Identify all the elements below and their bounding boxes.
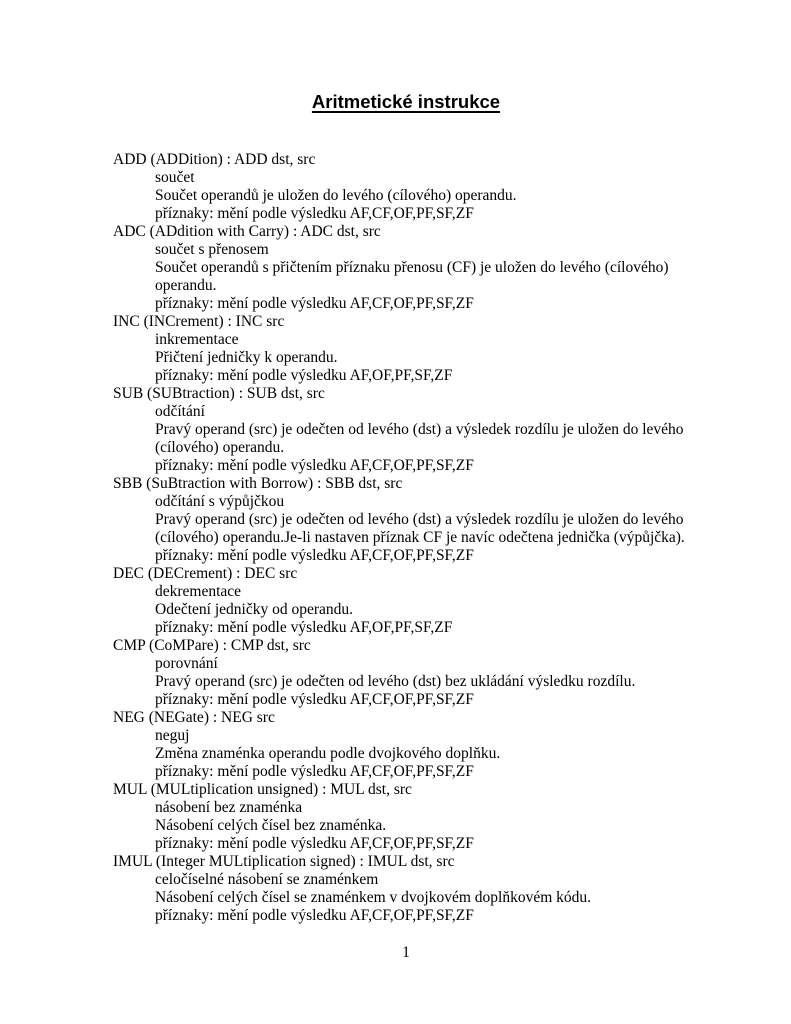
instruction-detail-line: příznaky: mění podle výsledku AF,CF,OF,PF,SF,ZF xyxy=(155,763,474,780)
instruction-header: DEC (DECrement) : DEC src xyxy=(113,565,298,582)
instruction-list xyxy=(113,151,791,925)
instruction-header: SUB (SUBtraction) : SUB dst, src xyxy=(113,385,325,402)
instruction-detail-line: příznaky: mění podle výsledku AF,CF,OF,PF,SF,ZF xyxy=(155,457,474,474)
instruction-detail-line: příznaky: mění podle výsledku AF,CF,OF,PF,SF,ZF xyxy=(155,907,474,924)
instruction-detail-line: příznaky: mění podle výsledku AF,OF,PF,SF,ZF xyxy=(155,367,453,384)
instruction-detail-line: příznaky: mění podle výsledku AF,CF,OF,PF,SF,ZF xyxy=(155,295,474,312)
instruction-detail-line: celočíselné násobení se znaménkem xyxy=(155,871,379,888)
instruction-block xyxy=(113,781,791,853)
instruction-details xyxy=(113,871,791,925)
instruction-details xyxy=(113,169,791,223)
instruction-block xyxy=(113,565,791,637)
instruction-detail-line: Přičtení jedničky k operandu. xyxy=(155,349,338,366)
instruction-detail-line: Násobení celých čísel se znaménkem v dvojkovém doplňkovém kódu. xyxy=(155,889,592,906)
instruction-detail-line: odčítání s výpůjčkou xyxy=(155,493,285,510)
instruction-details xyxy=(113,241,791,313)
instruction-header: ADD (ADDition) : ADD dst, src xyxy=(113,151,316,168)
instruction-detail-line: operandu. xyxy=(155,277,217,294)
instruction-detail-line: násobení bez znaménka xyxy=(155,799,303,816)
instruction-details xyxy=(113,403,791,475)
instruction-detail-line: příznaky: mění podle výsledku AF,CF,OF,PF,SF,ZF xyxy=(155,835,474,852)
instruction-block xyxy=(113,475,791,565)
instruction-details xyxy=(113,727,791,781)
instruction-block xyxy=(113,853,791,925)
instruction-block xyxy=(113,385,791,475)
instruction-detail-line: porovnání xyxy=(155,655,218,672)
instruction-block xyxy=(113,637,791,709)
instruction-detail-line: příznaky: mění podle výsledku AF,CF,OF,PF,SF,ZF xyxy=(155,547,474,564)
instruction-details xyxy=(113,493,791,565)
page-number: 1 xyxy=(402,944,410,961)
instruction-detail-line: Součet operandů je uložen do levého (cílového) operandu. xyxy=(155,187,517,204)
instruction-detail-line: Změna znaménka operandu podle dvojkového doplňku. xyxy=(155,745,501,762)
instruction-details xyxy=(113,799,791,853)
instruction-details xyxy=(113,331,791,385)
instruction-block xyxy=(113,709,791,781)
instruction-detail-line: inkrementace xyxy=(155,331,239,348)
instruction-detail-line: součet xyxy=(155,169,195,186)
instruction-detail-line: dekrementace xyxy=(155,583,242,600)
instruction-details xyxy=(113,583,791,637)
instruction-header: MUL (MULtiplication unsigned) : MUL dst, src xyxy=(113,781,412,798)
instruction-block xyxy=(113,151,791,223)
instruction-header: IMUL (Integer MULtiplication signed) : IMUL dst, src xyxy=(113,853,455,870)
instruction-detail-line: neguj xyxy=(155,727,190,744)
page-title: Aritmetické instrukce xyxy=(311,91,501,112)
instruction-detail-line: Pravý operand (src) je odečten od levého (dst) bez ukládání výsledku rozdílu. xyxy=(155,673,636,690)
instruction-header: CMP (CoMPare) : CMP dst, src xyxy=(113,637,311,654)
instruction-detail-line: příznaky: mění podle výsledku AF,OF,PF,SF,ZF xyxy=(155,619,453,636)
instruction-detail-line: příznaky: mění podle výsledku AF,CF,OF,PF,SF,ZF xyxy=(155,691,474,708)
instruction-block xyxy=(113,313,791,385)
instruction-detail-line: příznaky: mění podle výsledku AF,CF,OF,PF,SF,ZF xyxy=(155,205,474,222)
instruction-details xyxy=(113,655,791,709)
instruction-header: ADC (ADdition with Carry) : ADC dst, src xyxy=(113,223,381,240)
instruction-detail-line: Součet operandů s přičtením příznaku přenosu (CF) je uložen do levého (cílového) xyxy=(155,259,669,276)
instruction-detail-line: Pravý operand (src) je odečten od levého (dst) a výsledek rozdílu je uložen do levého xyxy=(155,421,684,438)
instruction-header: SBB (SuBtraction with Borrow) : SBB dst, src xyxy=(113,475,403,492)
instruction-detail-line: (cílového) operandu.Je-li nastaven příznak CF je navíc odečtena jednička (výpůjčka). xyxy=(155,529,685,546)
instruction-detail-line: součet s přenosem xyxy=(155,241,269,258)
instruction-detail-line: odčítání xyxy=(155,403,205,420)
instruction-header: INC (INCrement) : INC src xyxy=(113,313,285,330)
instruction-detail-line: (cílového) operandu. xyxy=(155,439,285,456)
instruction-detail-line: Odečtení jedničky od operandu. xyxy=(155,601,353,618)
instruction-detail-line: Pravý operand (src) je odečten od levého (dst) a výsledek rozdílu je uložen do levého xyxy=(155,511,684,528)
instruction-block xyxy=(113,223,791,313)
instruction-detail-line: Násobení celých čísel bez znaménka. xyxy=(155,817,387,834)
instruction-header: NEG (NEGate) : NEG src xyxy=(113,709,275,726)
